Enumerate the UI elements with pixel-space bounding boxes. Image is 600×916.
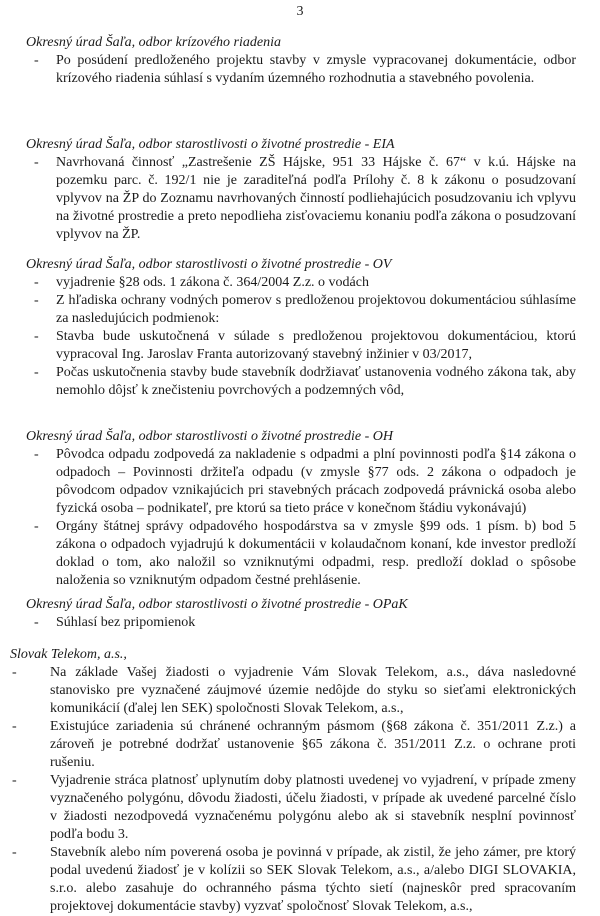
section-heading: Okresný úrad Šaľa, odbor starostlivosti o životné prostredie - OV: [26, 257, 392, 272]
list-item: - Na základe Vašej žiadosti o vyjadrenie Vám Slovak Telekom, a.s., dáva nasledovné stanovisko pre vyznačené záujmové územie nedôjde do styku so sieťami elektronických komunikácií (ďalej len SEK) spoločnosti Slovak Telekom, a.s.,: [12, 665, 576, 716]
list-item: - Stavebník alebo ním poverená osoba je povinná v prípade, ak zistil, že jeho zámer, pre ktorý podal uvedenú žiadosť je v kolízii so SEK Slovak Telekom, a.s., a/alebo DIGI SLOVAKIA, s.r.o. alebo zasahuje do ochranného pásma týchto sietí (najneskôr pred spracovaním projektovej dokumentácie stavby) vyzvať spoločnosť Slovak Telekom, a.s.,: [12, 845, 576, 914]
section-oh: [26, 428, 576, 590]
page-number: 3: [296, 4, 304, 19]
dash-bullet: -: [34, 53, 39, 68]
list-item: - Vyjadrenie stráca platnosť uplynutím doby platnosti uvedenej vo vyjadrení, v prípade zmeny vyznačeného polygónu, dôvodu žiadosti, účelu žiadosti, v prípade ak uvedené parcelné číslo v žiadosti nezodpovedá vyznačenému polygónu alebo ak si stavebník nesplní povinnosť podľa bodu 3.: [12, 773, 576, 842]
section-heading: Okresný úrad Šaľa, odbor starostlivosti o životné prostredie - OPaK: [26, 597, 408, 612]
condition-list: [26, 614, 576, 632]
list-item: - Existujúce zariadenia sú chránené ochranným pásmom (§68 zákona č. 351/2011 Z.z.) a zároveň je potrebné dodržať ustanovenie §65 zákona č. 351/2011 Z.z. o ochrane proti rušeniu.: [12, 719, 576, 770]
dash-bullet: -: [12, 665, 17, 680]
list-item: - Navrhovaná činnosť „Zastrešenie ZŠ Hájske, 951 33 Hájske č. 67“ v k.ú. Hájske na pozemku parc. č. 192/1 nie je zaraditeľná podľa Prílohy č. 8 k zákonu o posudzovaní vplyvov na ŽP do Zoznamu navrhovaných činností podliehajúcich posudzovaniu ich vplyvu na životné prostredie a preto nepodlieha zisťovaciemu konaniu podľa zákona o posudzovaní vplyvov na ŽP.: [34, 155, 576, 242]
dash-bullet: -: [34, 365, 39, 380]
section-heading: Okresný úrad Šaľa, odbor krízového riadenia: [26, 35, 281, 50]
dash-bullet: -: [12, 719, 17, 734]
section-slovak-telekom: [10, 646, 576, 916]
section-opak: [26, 596, 576, 632]
condition-list: [26, 52, 576, 88]
condition-list: [10, 664, 576, 916]
list-item: - Stavba bude uskutočnená v súlade s predloženou projektovou dokumentáciou, ktorú vypracoval Ing. Jaroslav Franta autorizovaný stavebný inžinier v 03/2017,: [34, 329, 576, 362]
section-heading: Okresný úrad Šaľa, odbor starostlivosti o životné prostredie - OH: [26, 429, 393, 444]
dash-bullet: -: [34, 447, 39, 462]
list-item: - Počas uskutočnenia stavby bude stavebník dodržiavať ustanovenia vodného zákona tak, aby nemohlo dôjsť k znečisteniu povrchových a podzemných vôd,: [34, 365, 576, 398]
section-heading: Okresný úrad Šaľa, odbor starostlivosti o životné prostredie - EIA: [26, 137, 395, 152]
dash-bullet: -: [34, 155, 39, 170]
dash-bullet: -: [34, 329, 39, 344]
condition-list: [26, 446, 576, 590]
dash-bullet: -: [34, 275, 39, 290]
condition-list: [26, 154, 576, 244]
section-krizove-riadenie: [26, 34, 576, 88]
list-item: - Pôvodca odpadu zodpovedá za nakladenie s odpadmi a plní povinnosti podľa §14 zákona o odpadoch – Povinnosti držiteľa odpadu (v zmysle §77 ods. 2 zákona o odpadoch je pôvodcom odpadov vznikajúcich pri stavebných prácach zodpovedá právnická osoba alebo fyzická osoba – podnikateľ, pre ktorú sa tieto práce v konečnom štádiu vykonávajú): [34, 447, 576, 516]
dash-bullet: -: [34, 615, 39, 630]
list-item: - Po posúdení predloženého projektu stavby v zmysle vypracovanej dokumentácie, odbor krízového riadenia súhlasí s vydaním územného rozhodnutia a stavebného povolenia.: [34, 53, 576, 86]
condition-list: [26, 274, 576, 400]
list-item: - Orgány štátnej správy odpadového hospodárstva sa v zmysle §99 ods. 1 písm. b) bod 5 zákona o odpadoch vyjadrujú k dokumentácii v kolaudačnom konaní, kde investor predloží doklad o tom, ako naložil so vzniknutými odpadmi, resp. predloží doklad o spôsobe naloženia so vzniknutým odpadom čestné prehlásenie.: [34, 519, 576, 588]
list-item: - vyjadrenie §28 ods. 1 zákona č. 364/2004 Z.z. o vodách: [34, 275, 369, 290]
list-item: - Súhlasí bez pripomienok: [34, 615, 196, 630]
list-item: - Z hľadiska ochrany vodných pomerov s predloženou projektovou dokumentáciou súhlasíme za nasledujúcich podmienok:: [34, 293, 576, 326]
dash-bullet: -: [12, 845, 17, 860]
section-heading: Slovak Telekom, a.s.,: [10, 647, 127, 662]
dash-bullet: -: [34, 293, 39, 308]
section-eia: [26, 136, 576, 244]
dash-bullet: -: [12, 773, 17, 788]
dash-bullet: -: [34, 519, 39, 534]
section-ov: [26, 256, 576, 400]
